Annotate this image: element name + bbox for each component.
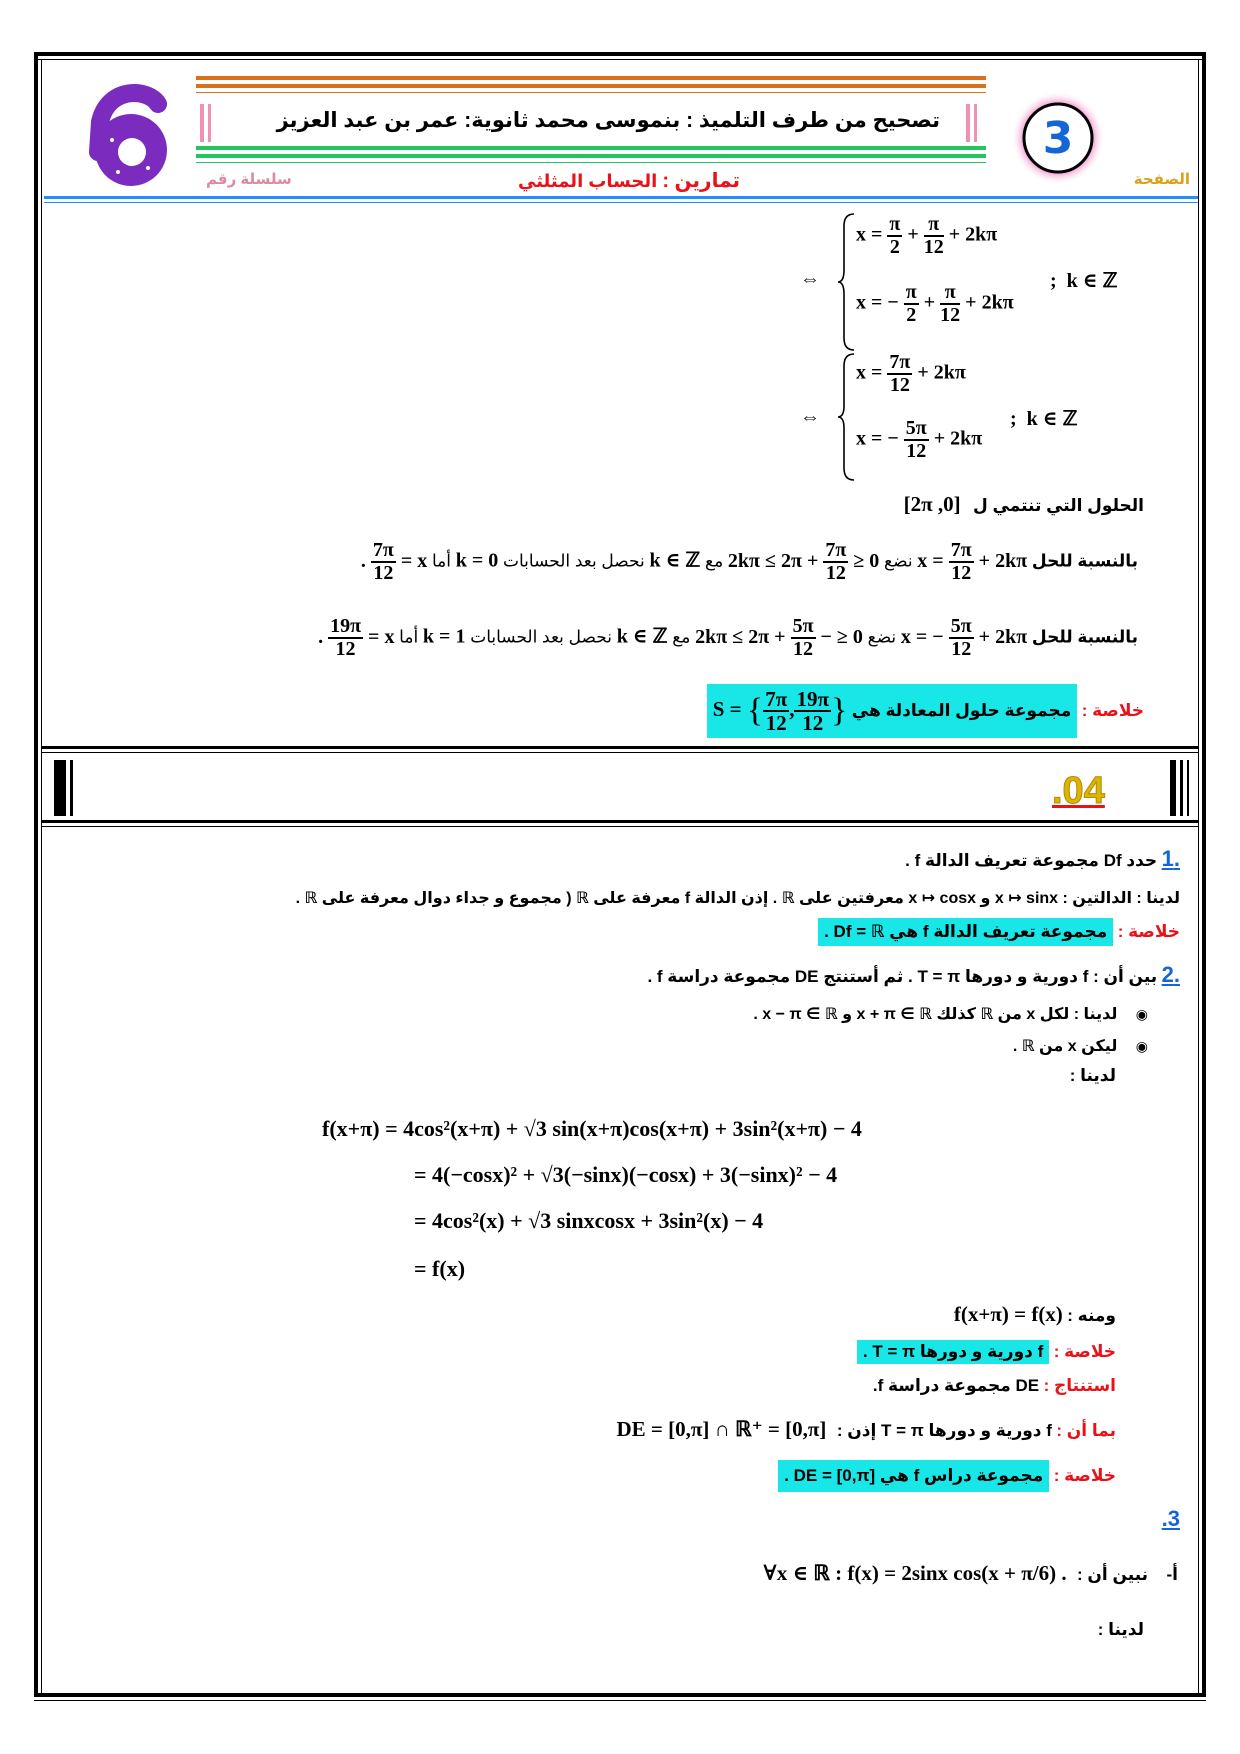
conclusion-3: خلاصة : مجموعة دراس f هي DE = [0,π] . xyxy=(778,1460,1116,1492)
series-label: سلسلة رقم xyxy=(206,171,292,188)
interval-line: الحلول التي تنتمي ل [0, 2π] xyxy=(903,492,1144,516)
header-title: تصحيح من طرف التلميذ : بنموسى محمد ثانوية: عمر بن عبد العزيز xyxy=(276,109,940,132)
svg-text:3: 3 xyxy=(1042,113,1074,164)
exercise-number: .04 xyxy=(1052,770,1105,812)
header-badge xyxy=(88,82,174,190)
equation-line-2: = 4(−cosx)² + √3(−sinx)(−cosx) + 3(−sinx)² − 4 xyxy=(414,1162,838,1187)
we-have-label: لدينا : xyxy=(1069,1066,1116,1085)
number-six-icon xyxy=(88,82,174,190)
conclusion-2: خلاصة : f دورية و دورها T = π . xyxy=(857,1340,1116,1364)
left-brace-icon xyxy=(838,352,856,482)
page-label: الصفحة xyxy=(1133,171,1190,188)
deduce-line: استنتاج : DE مجموعة دراسة f. xyxy=(872,1376,1116,1395)
case-2-line: بالنسبة للحل x = − $\frac{5\pi}{12}$ + 2kπ نضع 0 ≤ − $\frac{5\pi}{12}$ + 2kπ ≤ 2π مع k ∈ ℤ نحصل بعد الحسابات k = 1 أما x = $\frac{19\pi}{12}$ . xyxy=(318,615,1138,660)
question-number-3: .3 xyxy=(1161,1506,1180,1531)
left-brace-icon xyxy=(838,212,856,352)
question-1-conclusion: خلاصة : مجموعة تعريف الدالة f هي Df = ℝ . xyxy=(818,918,1180,946)
header-logo xyxy=(1010,90,1106,186)
question-2: .2 بين أن : f دورية و دورها T = π . ثم أستنتج DE مجموعة دراسة f . xyxy=(647,962,1180,987)
equation-line-1: f(x+π) = 4cos²(x+π) + √3 sin(x+π)cos(x+π) + 3sin²(x+π) − 4 xyxy=(322,1116,862,1141)
subject-line: تمارين : الحساب المثلثي xyxy=(517,170,740,192)
question-1: .1 حدد Df مجموعة تعريف الدالة f . xyxy=(905,846,1180,871)
equation-line-4: = f(x) xyxy=(414,1256,466,1281)
question-3a: أ- نبين أن : ∀x ∈ ℝ : f(x) = 2sinx cos(x + π/6) . xyxy=(763,1561,1178,1585)
bullet-2: ◉ ليكن x من ℝ . xyxy=(1012,1038,1148,1055)
hence-line: ومنه : f(x+π) = f(x) xyxy=(953,1302,1116,1326)
conclusion-1: خلاصة : مجموعة حلول المعادلة هي S = { $\frac{7\pi}{12}$ , $\frac{19\pi}{12}$ } xyxy=(707,684,1144,738)
question-1-answer: لدينا : الدالتين : x ↦ sinx و x ↦ cosx معرفتين على ℝ . إذن الدالة f معرفة على ℝ ( مجموع و جداء دوال معرفة على ℝ . xyxy=(295,890,1180,907)
equation-line-3: = 4cos²(x) + √3 sinxcosx + 3sin²(x) − 4 xyxy=(414,1208,764,1233)
case-1-line: بالنسبة للحل x = $\frac{7\pi}{12}$ + 2kπ نضع 0 ≤ $\frac{7\pi}{12}$ + 2kπ ≤ 2π مع k ∈ ℤ نحصل بعد الحسابات k = 0 أما x = $\frac{7\pi}{12}$ . xyxy=(360,539,1138,584)
logo-icon xyxy=(1010,90,1106,186)
we-have-label-2: لدينا : xyxy=(1097,1620,1144,1639)
since-line: بما أن : f دورية و دورها T = π إذن : DE = [0,π] ∩ ℝ⁺ = [0,π] xyxy=(616,1417,1116,1441)
question-number-2: .2 xyxy=(1161,962,1180,987)
bullet-1: ◉ لدينا : لكل x من ℝ كذلك x + π ∈ ℝ و x − π ∈ ℝ . xyxy=(753,1006,1148,1023)
question-number-1: .1 xyxy=(1161,846,1180,871)
